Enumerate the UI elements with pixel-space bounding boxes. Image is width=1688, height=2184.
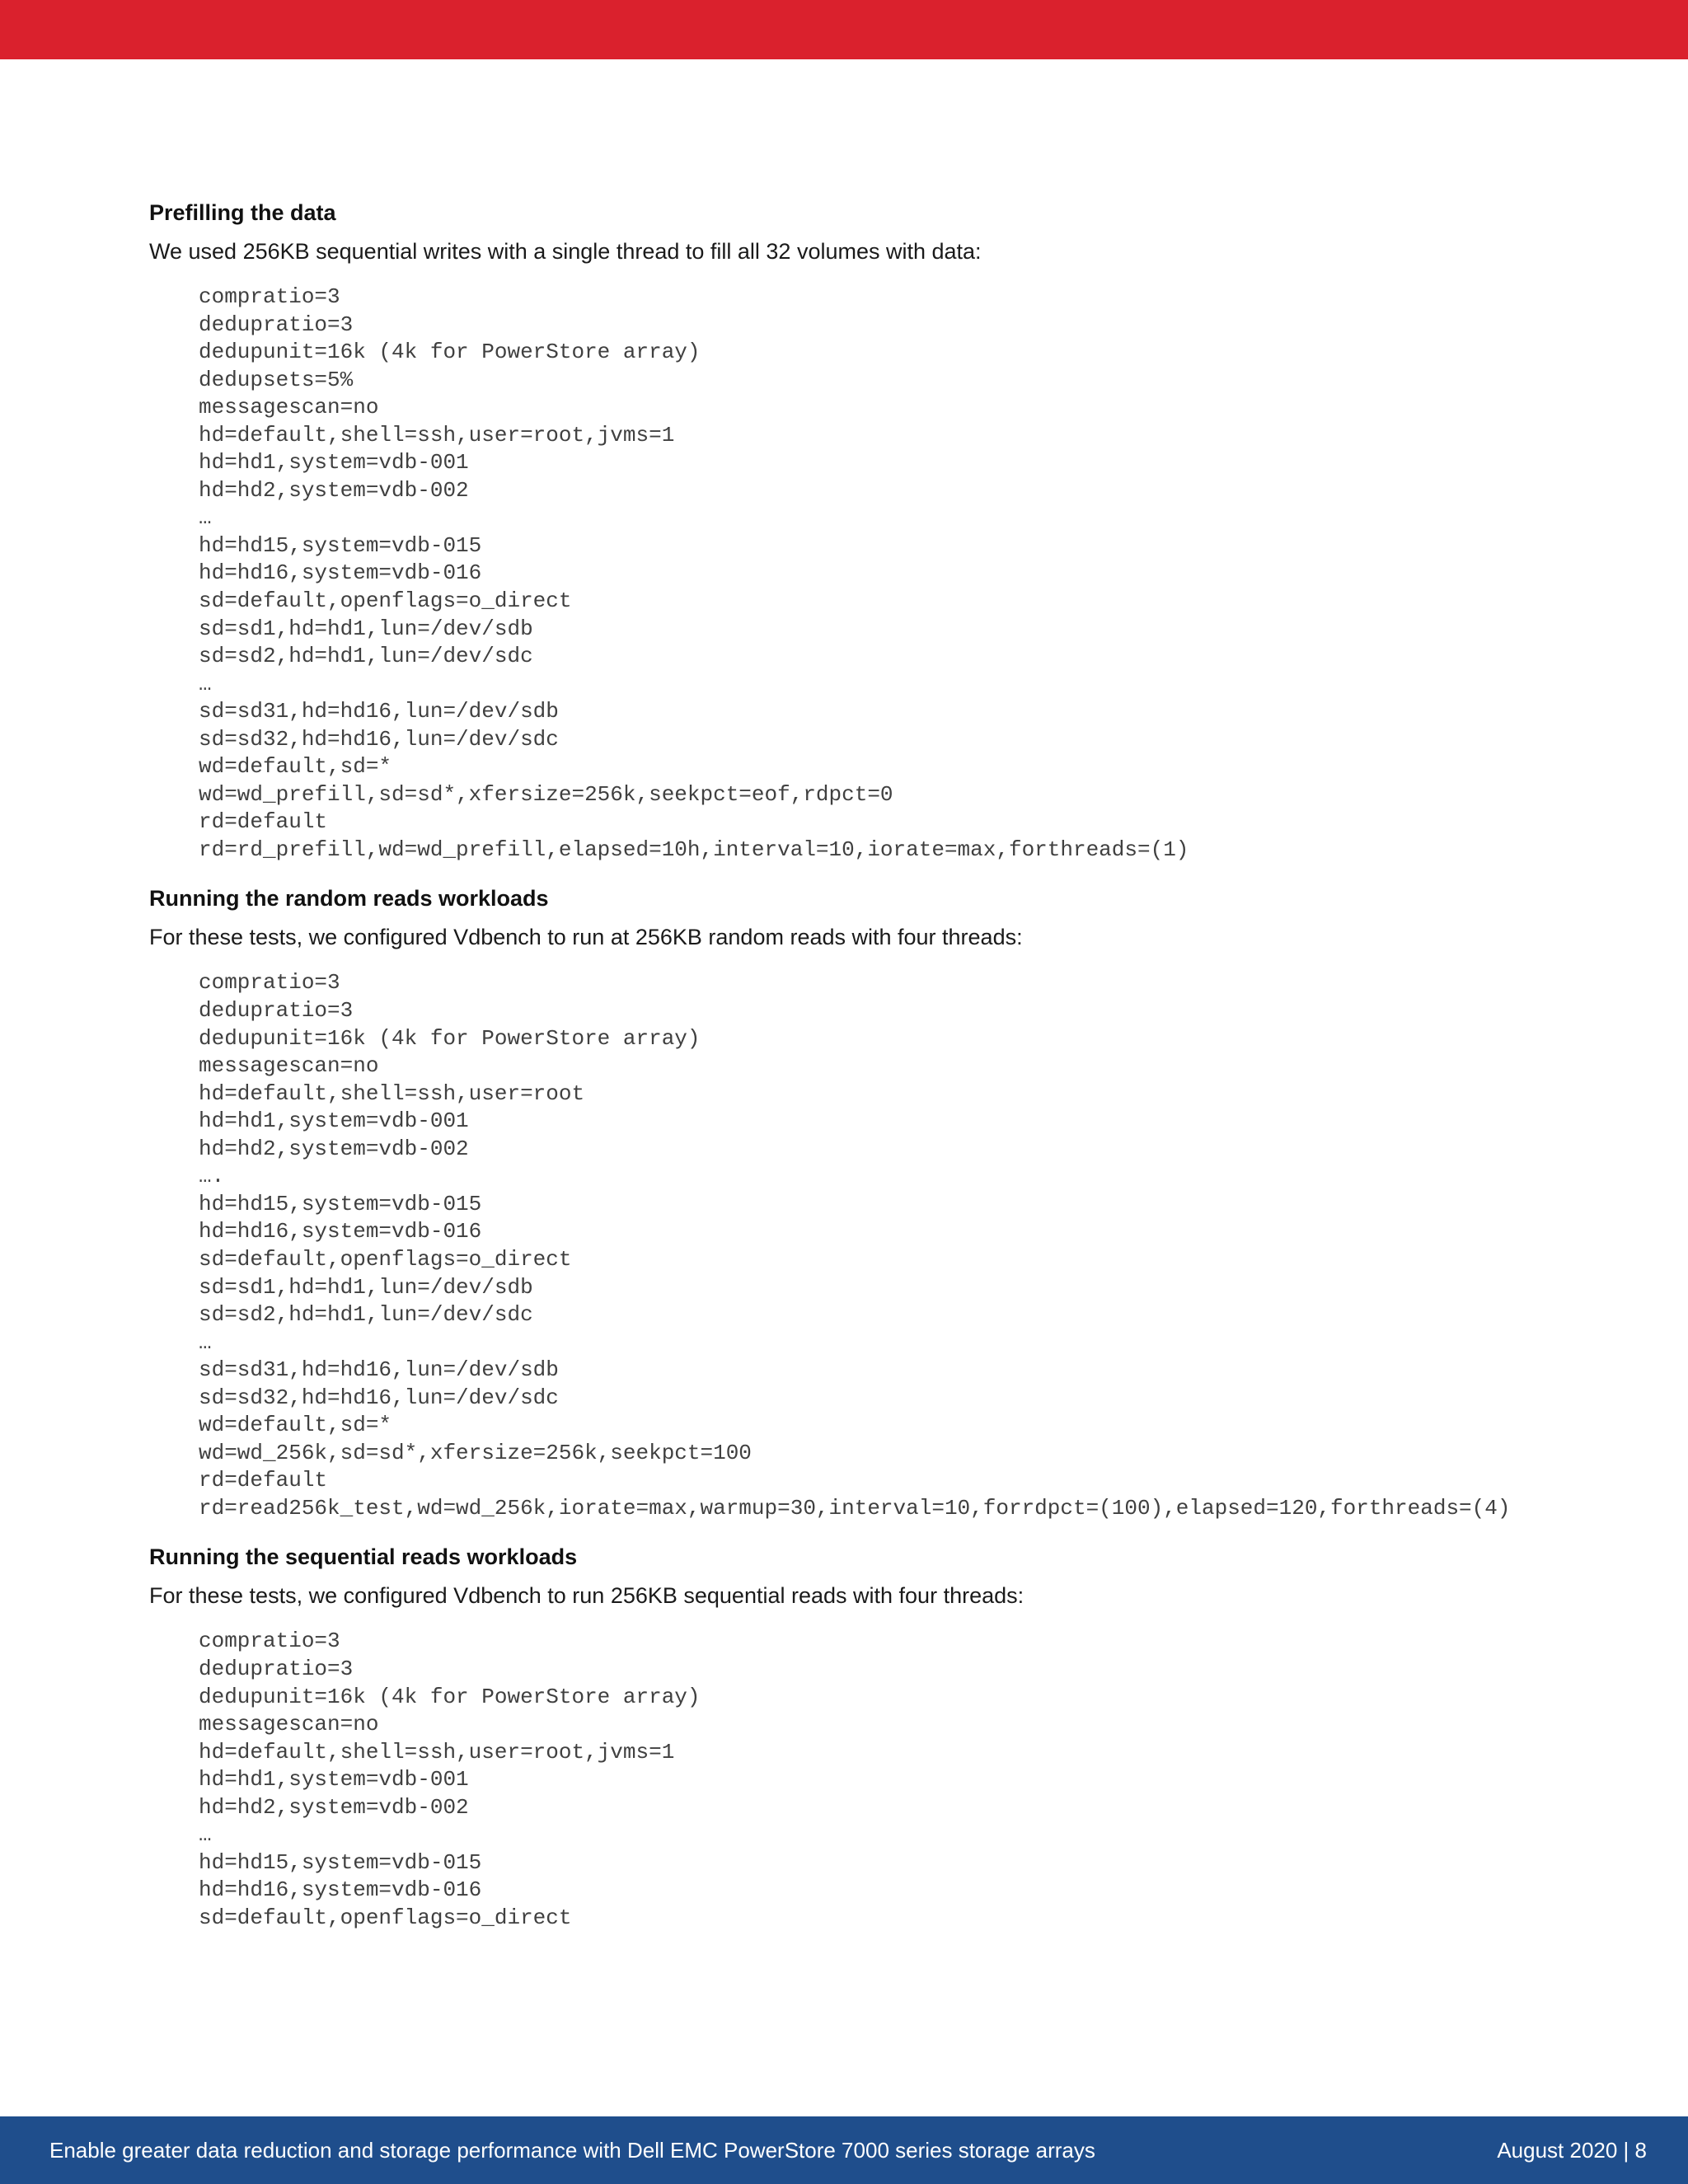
code-line: rd=default xyxy=(199,809,328,835)
code-line: dedupunit=16k (4k for PowerStore array) xyxy=(199,340,701,365)
code-line: hd=hd2,system=vdb-002 xyxy=(199,1136,469,1161)
code-line: …. xyxy=(199,1164,225,1189)
code-line: sd=sd1,hd=hd1,lun=/dev/sdb xyxy=(199,616,533,641)
code-line: sd=sd1,hd=hd1,lun=/dev/sdb xyxy=(199,1274,533,1300)
code-line: hd=hd15,system=vdb-015 xyxy=(199,1191,482,1216)
section-sequential-reads xyxy=(149,1539,1633,1932)
code-line: hd=hd15,system=vdb-015 xyxy=(199,532,482,558)
footer-page-info: August 2020 | 8 xyxy=(1497,2138,1647,2163)
code-block xyxy=(199,969,1633,1522)
code-line: hd=default,shell=ssh,user=root xyxy=(199,1080,585,1106)
code-line: sd=sd31,hd=hd16,lun=/dev/sdb xyxy=(199,1357,559,1383)
code-line: hd=hd1,system=vdb-001 xyxy=(199,1108,469,1134)
code-block xyxy=(199,284,1633,864)
code-line: wd=wd_prefill,sd=sd*,xfersize=256k,seekpct=eof,rdpct=0 xyxy=(199,781,893,807)
section-intro: We used 256KB sequential writes with a single thread to fill all 32 volumes with data: xyxy=(149,239,982,264)
code-line: hd=hd15,system=vdb-015 xyxy=(199,1849,482,1875)
footer-bar xyxy=(0,2116,1688,2184)
section-heading: Running the random reads workloads xyxy=(149,886,549,912)
code-line: dedupratio=3 xyxy=(199,998,354,1024)
code-line: sd=sd32,hd=hd16,lun=/dev/sdc xyxy=(199,1385,559,1410)
code-line: messagescan=no xyxy=(199,1053,379,1079)
code-line: dedupunit=16k (4k for PowerStore array) xyxy=(199,1025,701,1051)
code-line: sd=default,openflags=o_direct xyxy=(199,1905,572,1930)
code-line: dedupratio=3 xyxy=(199,312,354,337)
code-line: hd=hd2,system=vdb-002 xyxy=(199,1794,469,1820)
code-line: sd=sd32,hd=hd16,lun=/dev/sdc xyxy=(199,726,559,752)
code-block xyxy=(199,1628,1633,1932)
code-line: wd=default,sd=* xyxy=(199,754,392,780)
code-line: hd=hd2,system=vdb-002 xyxy=(199,477,469,503)
header-bar xyxy=(0,0,1688,59)
section-intro: For these tests, we configured Vdbench to run at 256KB random reads with four threads: xyxy=(149,925,1023,950)
code-line: hd=default,shell=ssh,user=root,jvms=1 xyxy=(199,1739,675,1765)
code-line: messagescan=no xyxy=(199,395,379,420)
code-line: … xyxy=(199,1822,212,1848)
code-line: dedupratio=3 xyxy=(199,1656,354,1681)
section-prefill xyxy=(149,194,1633,864)
code-line: rd=default xyxy=(199,1468,328,1493)
code-line: sd=default,openflags=o_direct xyxy=(199,588,572,614)
code-line: sd=default,openflags=o_direct xyxy=(199,1246,572,1272)
code-line: wd=default,sd=* xyxy=(199,1413,392,1438)
code-line: hd=hd1,system=vdb-001 xyxy=(199,450,469,476)
document-body xyxy=(149,194,1633,1932)
section-heading: Prefilling the data xyxy=(149,200,336,225)
code-line: … xyxy=(199,671,212,696)
code-line: compratio=3 xyxy=(199,284,340,309)
code-line: sd=sd2,hd=hd1,lun=/dev/sdc xyxy=(199,1302,533,1328)
code-line: wd=wd_256k,sd=sd*,xfersize=256k,seekpct=100 xyxy=(199,1440,752,1465)
code-line: hd=hd16,system=vdb-016 xyxy=(199,1877,482,1903)
code-line: dedupunit=16k (4k for PowerStore array) xyxy=(199,1684,701,1709)
code-line: sd=sd2,hd=hd1,lun=/dev/sdc xyxy=(199,644,533,669)
code-line: hd=hd16,system=vdb-016 xyxy=(199,560,482,586)
code-line: messagescan=no xyxy=(199,1712,379,1737)
code-line: hd=hd16,system=vdb-016 xyxy=(199,1219,482,1244)
code-line: … xyxy=(199,505,212,531)
code-line: … xyxy=(199,1329,212,1355)
section-intro: For these tests, we configured Vdbench to run 256KB sequential reads with four threads: xyxy=(149,1583,1025,1609)
section-random-reads xyxy=(149,880,1633,1522)
section-heading: Running the sequential reads workloads xyxy=(149,1544,578,1570)
code-line: hd=default,shell=ssh,user=root,jvms=1 xyxy=(199,422,675,448)
code-line: rd=read256k_test,wd=wd_256k,iorate=max,warmup=30,interval=10,forrdpct=(100),elapsed=120,forthreads=(4) xyxy=(199,1495,1511,1521)
code-line: rd=rd_prefill,wd=wd_prefill,elapsed=10h,interval=10,iorate=max,forthreads=(1) xyxy=(199,837,1189,862)
code-line: sd=sd31,hd=hd16,lun=/dev/sdb xyxy=(199,699,559,724)
code-line: hd=hd1,system=vdb-001 xyxy=(199,1767,469,1793)
code-line: dedupsets=5% xyxy=(199,367,354,392)
code-line: compratio=3 xyxy=(199,970,340,996)
footer-title: Enable greater data reduction and storage performance with Dell EMC PowerStore 7000 series storage arrays xyxy=(49,2138,1095,2163)
code-line: compratio=3 xyxy=(199,1629,340,1654)
